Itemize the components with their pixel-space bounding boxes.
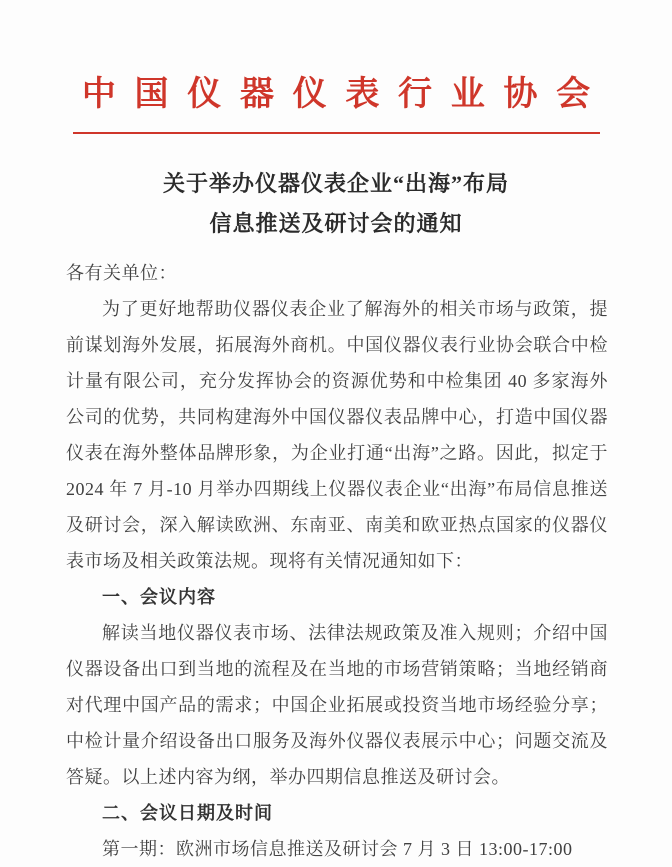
notice-body — [66, 255, 608, 867]
section-1-paragraph: 解读当地仪器仪表市场、法律法规政策及准入规则；介绍中国仪器设备出口到当地的流程及在当地的市场营销策略；当地经销商对代理中国产品的需求；中国企业拓展或投资当地市场经验分享；中检计量介绍设备出口服务及海外仪器仪表展示中心；问题交流及答疑。以上述内容为纲，举办四期信息推送及研讨会。 — [66, 623, 608, 787]
organization-name: 中国仪器仪表行业协会 — [81, 76, 609, 113]
section-1-heading: 一、会议内容 — [102, 587, 216, 607]
notice-title-line-1: 关于举办仪器仪表企业“出海”布局 — [162, 171, 509, 196]
section-2-paragraph: 第一期：欧洲市场信息推送及研讨会 7 月 3 日 13:00-17:00 — [102, 839, 573, 859]
notice-title-line-2: 信息推送及研讨会的通知 — [209, 211, 463, 236]
letterhead-divider — [73, 132, 600, 134]
intro-paragraph: 为了更好地帮助仪器仪表企业了解海外的相关市场与政策，提前谋划海外发展，拓展海外商机。中国仪器仪表行业协会联合中检计量有限公司，充分发挥协会的资源优势和中检集团 40 多家海外公司的优势，共同构建海外中国仪器仪表品牌中心，打造中国仪器仪表在海外整体品牌形象，为企业打通“出海”之路。因此，拟定于 2024 年 7 月-10 月举办四期线上仪器仪表企业“出海”布局信息推送及研讨会，深入解读欧洲、东南亚、南美和欧亚热点国家的仪器仪表市场及相关政策法规。现将有关情况通知如下： — [66, 299, 608, 571]
salutation: 各有关单位： — [66, 263, 177, 283]
notice-title — [0, 164, 672, 244]
section-2-heading: 二、会议日期及时间 — [102, 803, 273, 823]
letterhead — [0, 0, 672, 134]
